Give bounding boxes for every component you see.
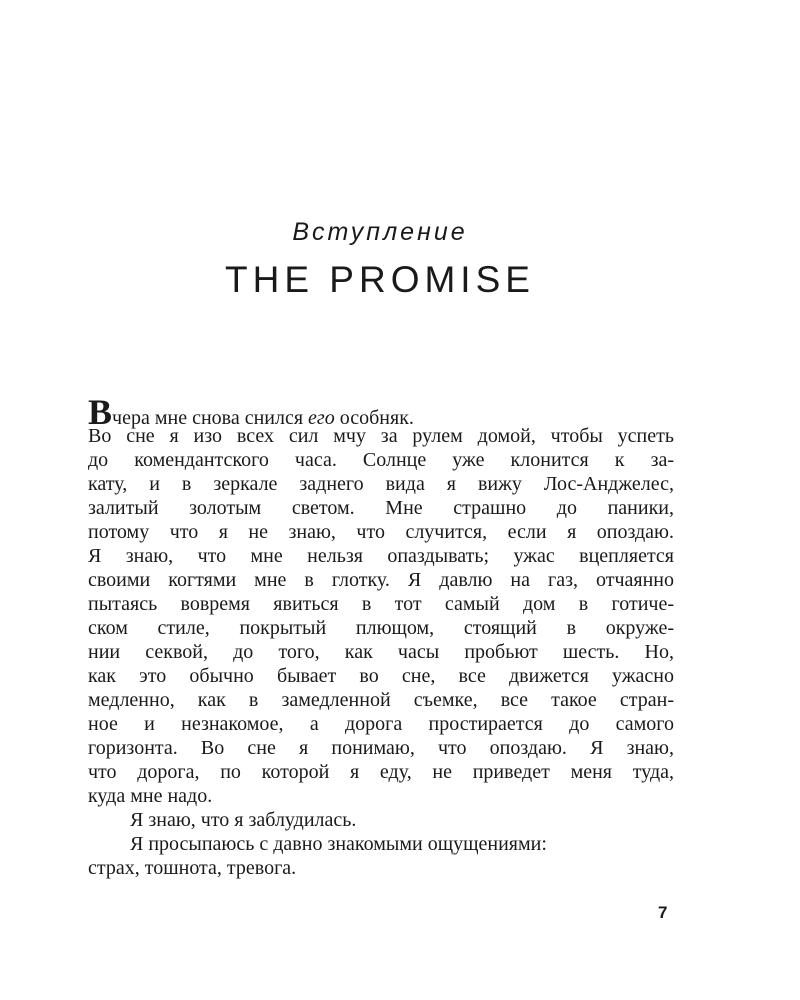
text-line: ное и незнакомое, а дорога простирается до самого — [88, 713, 674, 735]
first-line-end: особняк. — [334, 407, 414, 429]
drop-cap: В — [88, 392, 113, 432]
text-line: Я знаю, что мне нельзя опаздывать; ужас вцепляется — [88, 545, 674, 567]
text-line: как это обычно бывает во сне, все движется ужасно — [88, 665, 674, 687]
text-line: кату, и в зеркале заднего вида я вижу Лос-Анджелес, — [88, 473, 674, 495]
first-line — [88, 392, 674, 432]
first-line-text: чера мне снова снился — [112, 407, 309, 429]
text-line: до комендантского часа. Солнце уже клонится к за- — [88, 449, 674, 471]
text-line: своими когтями мне в глотку. Я давлю на газ, отчаянно — [88, 569, 674, 591]
chapter-title: THE PROMISE — [225, 259, 535, 300]
text-line: ском стиле, покрытый плющом, стоящий в окруже- — [88, 617, 674, 639]
text-line: Во сне я изо всех сил мчу за рулем домой, чтобы успеть — [88, 425, 674, 447]
text-line: горизонта. Во сне я понимаю, что опоздаю. Я знаю, — [88, 737, 674, 759]
text-line: медленно, как в замедленной съемке, все такое стран- — [88, 689, 674, 711]
chapter-label: Вступление — [292, 218, 468, 246]
body-text — [88, 392, 674, 880]
text-line: потому что я не знаю, что случится, если я опоздаю. — [88, 521, 674, 543]
text-line: куда мне надо. — [88, 785, 213, 807]
page-number: 7 — [658, 903, 668, 922]
text-line: что дорога, по которой я еду, не приведет меня туда, — [88, 761, 674, 783]
paragraph-line: Я просыпаюсь с давно знакомыми ощущениями: — [130, 833, 547, 855]
text-line: залитый золотым светом. Мне страшно до паники, — [88, 497, 674, 519]
text-line: страх, тошнота, тревога. — [88, 857, 297, 879]
italic-word: его — [308, 407, 335, 429]
paragraph-line: Я знаю, что я заблудилась. — [130, 809, 357, 831]
text-line: пытаясь вовремя явиться в тот самый дом в готиче- — [88, 593, 674, 615]
text-line: нии секвой, до того, как часы пробьют шесть. Но, — [88, 641, 674, 663]
